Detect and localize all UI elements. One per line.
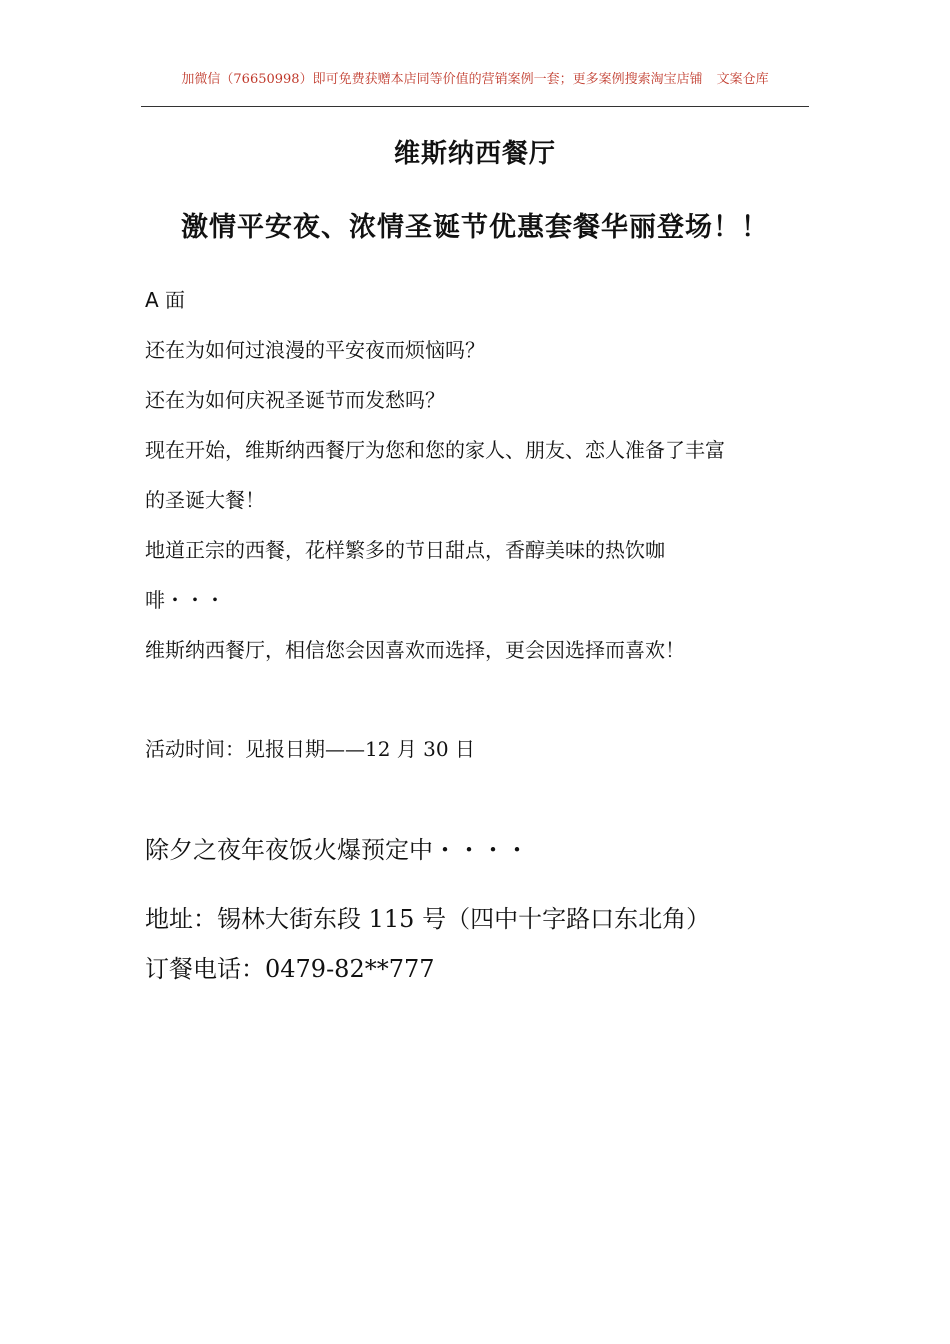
- body-line-7: 维斯纳西餐厅，相信您会因喜欢而选择，更会因选择而喜欢！: [145, 638, 685, 662]
- header-promo: [140, 68, 810, 87]
- header-promo-text: 加微信（76650998）即可免费获赠本店同等价值的营销案例一套；更多案例搜索淘宝店铺: [181, 72, 703, 87]
- new-year-eve-booking: 除夕之夜年夜饭火爆预定中・・・・: [145, 836, 529, 864]
- side-label: A 面: [145, 288, 186, 312]
- promo-headline: 激情平安夜、浓情圣诞节优惠套餐华丽登场！！: [181, 212, 769, 243]
- body-line-6: 啡・・・: [145, 588, 225, 612]
- body-line-1: 还在为如何过浪漫的平安夜而烦恼吗？: [145, 338, 485, 362]
- body-line-5: 地道正宗的西餐，花样繁多的节日甜点，香醇美味的热饮咖: [145, 538, 665, 562]
- body-line-3: 现在开始，维斯纳西餐厅为您和您的家人、朋友、恋人准备了丰富: [145, 438, 725, 462]
- restaurant-name: 维斯纳西餐厅: [393, 139, 556, 169]
- body-line-2: 还在为如何庆祝圣诞节而发愁吗？: [145, 388, 445, 412]
- activity-time: 活动时间：见报日期——12 月 30 日: [145, 737, 475, 761]
- phone: 订餐电话：0479-82**777: [145, 955, 435, 983]
- header-shop-name: 文案仓库: [716, 72, 769, 87]
- body-line-4: 的圣诞大餐！: [145, 488, 265, 512]
- header-divider: [141, 106, 809, 107]
- address: 地址：锡林大街东段 115 号（四中十字路口东北角）: [145, 905, 711, 933]
